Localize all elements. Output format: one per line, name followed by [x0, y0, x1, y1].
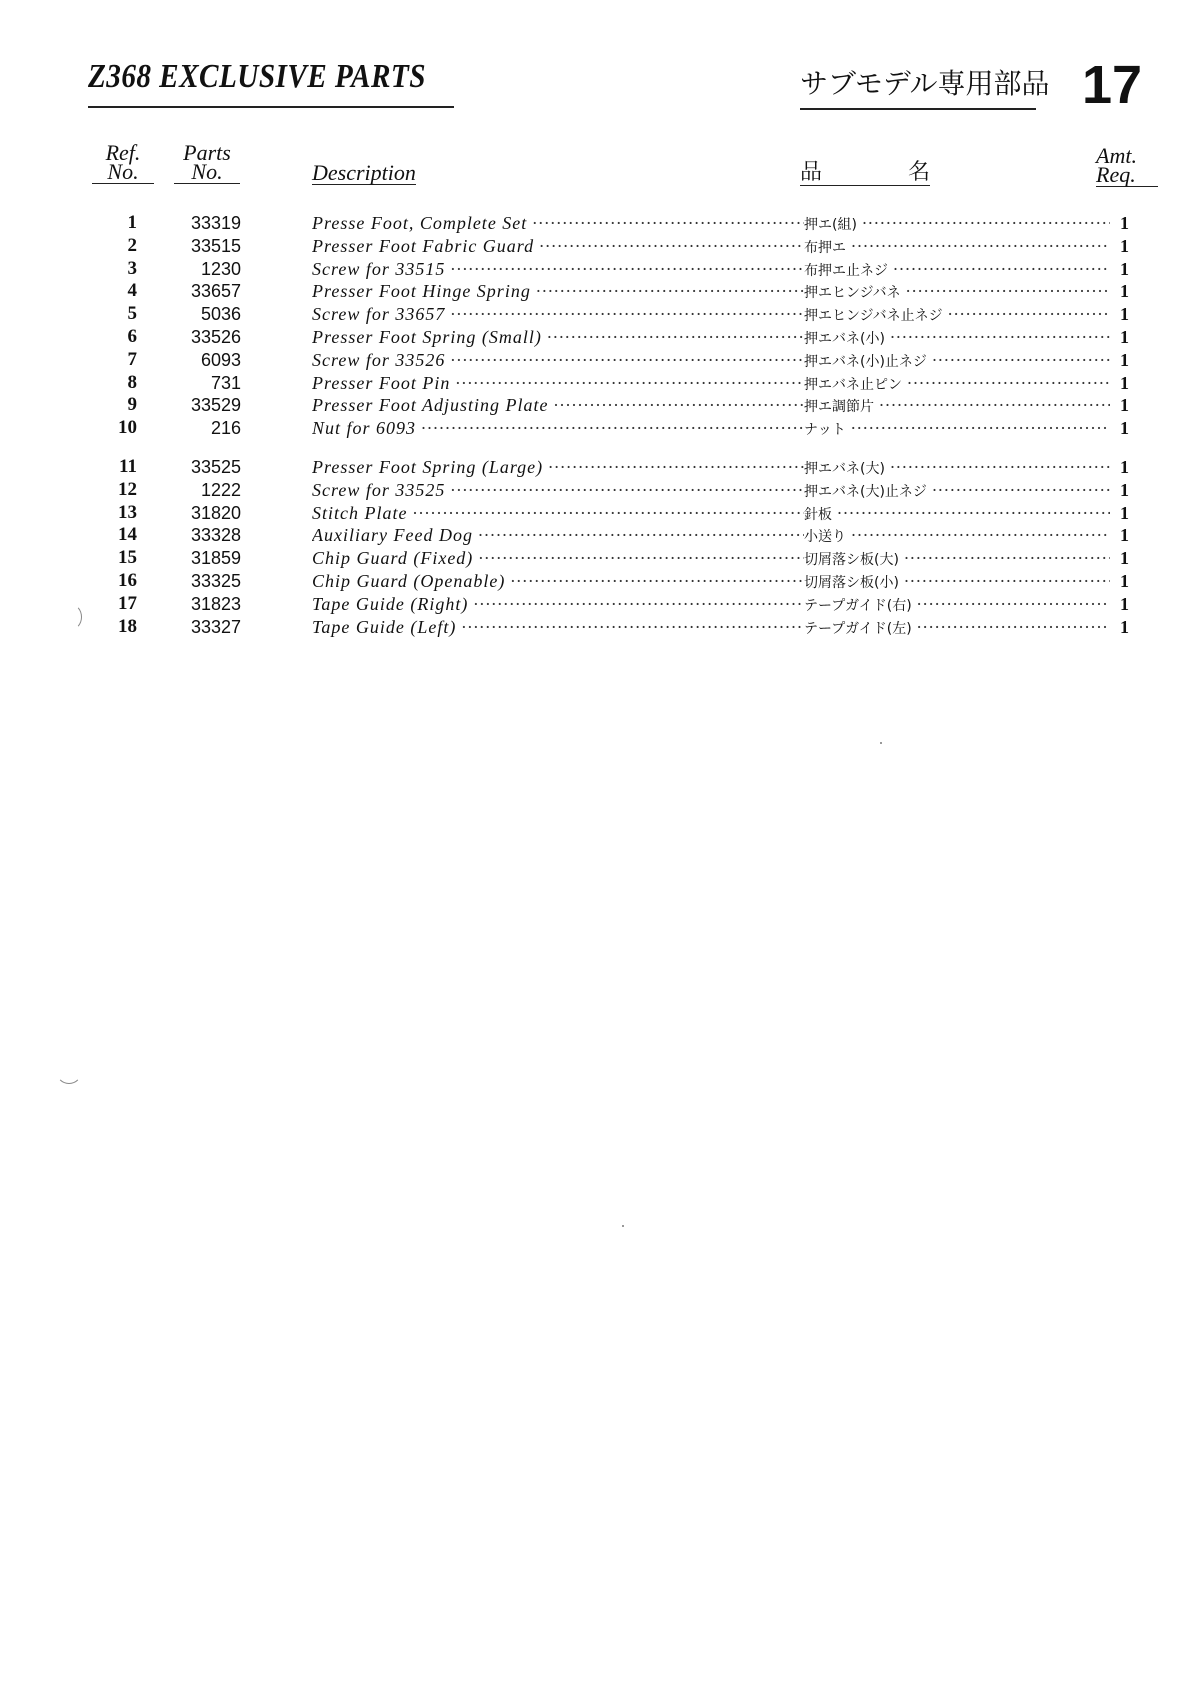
part-name-jp: 小送り ····· [804, 524, 1110, 548]
part-name-jp: 押エヒンジバネ ····· [804, 280, 1110, 304]
parts-row [0, 372, 1189, 394]
part-number: 33657 [190, 281, 241, 302]
ref-number: 4 [127, 280, 137, 302]
parts-row [0, 616, 1189, 638]
parts-row [0, 326, 1189, 348]
ref-number: 13 [118, 501, 137, 523]
part-number: 33515 [190, 235, 241, 256]
column-header-jp-name [800, 160, 930, 186]
amount-required: 1 [1120, 372, 1129, 393]
parts-row [0, 456, 1189, 478]
amount-required: 1 [1120, 525, 1129, 546]
part-description: Presser Foot Adjusting Plate ····· [312, 394, 804, 416]
part-number: 33526 [190, 327, 241, 347]
part-description: Presse Foot, Complete Set ····· [312, 212, 804, 234]
part-name-jp: 布押エ止ネジ ····· [804, 258, 1110, 282]
amount-required: 1 [1120, 571, 1129, 591]
amt-header-line2: Req. [1096, 162, 1136, 187]
parts-row [0, 280, 1189, 302]
parts-row [0, 212, 1189, 234]
scan-dot [622, 1225, 624, 1227]
title-underline [88, 106, 454, 108]
ref-header-line1: Ref. [105, 140, 141, 165]
amount-required: 1 [1120, 457, 1129, 477]
part-number: 33319 [190, 213, 241, 233]
part-name-jp: テープガイド(右) ····· [804, 593, 1110, 617]
part-number: 6093 [200, 349, 241, 370]
part-description: Presser Foot Spring (Large) ····· [312, 456, 804, 478]
scan-mark-top [60, 604, 82, 630]
part-name-jp: テープガイド(左) ····· [804, 616, 1110, 640]
part-name-jp: 押エバネ(小) ····· [804, 326, 1110, 350]
amount-required: 1 [1120, 213, 1129, 233]
column-header-ref-no [92, 140, 154, 184]
parts-row [0, 235, 1189, 257]
parts-row [0, 303, 1189, 325]
part-name-jp: 切屑落シ板(大) ····· [804, 547, 1110, 571]
parts-row [0, 479, 1189, 501]
ref-number: 2 [127, 234, 137, 256]
parts-row [0, 417, 1189, 439]
page-title: Z368 EXCLUSIVE PARTS [88, 58, 426, 95]
amount-required: 1 [1120, 548, 1129, 569]
column-header-amt-req [1096, 143, 1158, 187]
part-description: Nut for 6093 ····· [312, 417, 804, 439]
part-number: 33328 [190, 525, 241, 546]
part-description: Screw for 33515 ····· [312, 258, 804, 280]
part-name-jp: 切屑落シ板(小) ····· [804, 570, 1110, 594]
parts-header-line1: Parts [183, 140, 231, 165]
amount-required: 1 [1120, 502, 1129, 523]
scan-dot [880, 742, 882, 744]
part-number: 5036 [200, 304, 241, 325]
ref-number: 6 [127, 326, 137, 347]
part-name-jp: 押エヒンジバネ止ネジ ····· [804, 303, 1110, 327]
parts-row [0, 394, 1189, 416]
page-number: 17 [1082, 55, 1143, 115]
part-name-jp: 押エバネ(大)止ネジ ····· [804, 479, 1110, 503]
amount-required: 1 [1120, 349, 1129, 370]
ref-number: 10 [118, 417, 137, 439]
part-description: Presser Foot Fabric Guard ····· [312, 235, 804, 257]
parts-row [0, 547, 1189, 569]
amount-required: 1 [1120, 327, 1129, 347]
ref-number: 17 [118, 592, 137, 614]
part-name-jp: 押エバネ止ピン ····· [804, 372, 1110, 396]
parts-row [0, 349, 1189, 371]
part-description: Tape Guide (Right) ····· [312, 593, 804, 615]
ref-number: 11 [119, 456, 137, 477]
part-number: 33525 [190, 457, 241, 477]
parts-row [0, 570, 1189, 592]
part-number: 33327 [190, 616, 241, 637]
amt-header-line1: Amt. [1096, 143, 1137, 168]
parts-row [0, 524, 1189, 546]
part-description: Presser Foot Spring (Small) ····· [312, 326, 804, 348]
part-number: 31820 [190, 502, 241, 523]
jp-page-title: サブモデル専用部品 [800, 67, 1050, 100]
part-number: 33529 [190, 395, 241, 416]
part-name-jp: ナット ····· [804, 417, 1110, 441]
part-number: 33325 [190, 571, 241, 591]
part-description: Tape Guide (Left) ····· [312, 616, 804, 638]
ref-header-line2: No. [107, 159, 139, 184]
part-description: Screw for 33526 ····· [312, 349, 804, 371]
part-description: Auxiliary Feed Dog ····· [312, 524, 804, 546]
amount-required: 1 [1120, 593, 1129, 614]
parts-row [0, 258, 1189, 280]
ref-number: 9 [127, 394, 137, 416]
part-number: 31859 [190, 548, 241, 569]
part-name-jp: 布押エ ····· [804, 235, 1110, 259]
ref-number: 14 [118, 524, 137, 546]
part-name-jp: 針板 ····· [804, 502, 1110, 526]
column-header-parts-no [174, 140, 240, 184]
ref-number: 5 [127, 303, 137, 325]
amount-required: 1 [1120, 258, 1129, 279]
part-name-jp: 押エバネ(大) ····· [804, 456, 1110, 480]
amount-required: 1 [1120, 479, 1129, 500]
jp-header-char2: 名 [907, 160, 930, 185]
parts-header-line2: No. [191, 159, 223, 184]
part-description: Presser Foot Hinge Spring ····· [312, 280, 804, 302]
amount-required: 1 [1120, 235, 1129, 256]
part-name-jp: 押エ調節片 ····· [804, 394, 1110, 418]
scan-mark-bottom [56, 1058, 82, 1084]
amount-required: 1 [1120, 281, 1129, 302]
part-number: 1222 [200, 479, 241, 500]
part-name-jp: 押エ(組) ····· [804, 212, 1110, 236]
ref-number: 7 [127, 348, 137, 370]
parts-row [0, 593, 1189, 615]
part-description: Chip Guard (Fixed) ····· [312, 547, 804, 569]
part-description: Stitch Plate ····· [312, 502, 804, 524]
ref-number: 15 [118, 547, 137, 569]
jp-header-char1: 品 [800, 160, 823, 185]
ref-number: 18 [118, 615, 137, 637]
part-number: 216 [210, 418, 241, 439]
amount-required: 1 [1120, 304, 1129, 325]
part-number: 31823 [190, 593, 241, 614]
amount-required: 1 [1120, 616, 1129, 637]
ref-number: 12 [118, 478, 137, 500]
amount-required: 1 [1120, 418, 1129, 439]
jp-title-underline [800, 108, 1036, 110]
part-number: 731 [210, 372, 241, 393]
part-description: Screw for 33525 ····· [312, 479, 804, 501]
parts-row [0, 502, 1189, 524]
part-description: Presser Foot Pin ····· [312, 372, 804, 394]
part-description: Chip Guard (Openable) ····· [312, 570, 804, 592]
part-number: 1230 [200, 258, 241, 279]
ref-number: 8 [127, 371, 137, 393]
amount-required: 1 [1120, 395, 1129, 416]
ref-number: 3 [127, 257, 137, 279]
part-description: Screw for 33657 ····· [312, 303, 804, 325]
ref-number: 16 [118, 570, 137, 591]
part-name-jp: 押エバネ(小)止ネジ ····· [804, 349, 1110, 373]
ref-number: 1 [127, 212, 137, 233]
column-header-description: Description [312, 160, 416, 185]
